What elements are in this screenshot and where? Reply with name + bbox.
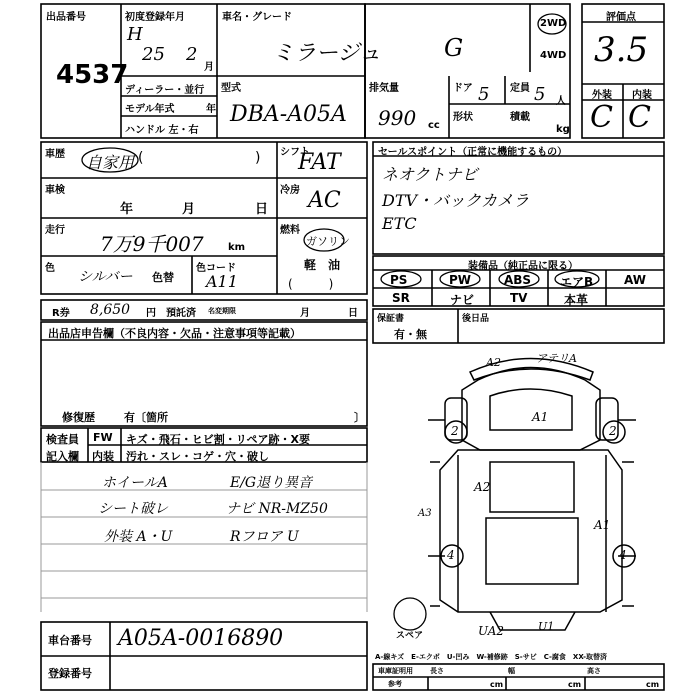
mark-door-a1: A1 [594,518,611,532]
registration-year: 25 [142,44,165,65]
equip-leather: 本革 [564,293,589,307]
transfer-label: 名変期限 [208,307,236,315]
equip-navi: ナビ [450,293,475,307]
mark-rear-ua2: UA2 [478,624,505,638]
transfer-day: 日 [348,308,358,319]
model-grade: G [444,34,464,62]
size-label: 車庫証明用 [378,667,413,675]
mark-side-a3: A3 [418,508,432,519]
dealer-label: ディーラー・並行 [125,85,205,96]
equip-aw: AW [624,273,646,287]
mark-wheel-rr: 4 [619,548,627,562]
interior-items-label: 内装 [92,450,114,463]
ref-label: 参考 [388,680,402,688]
note-5: 外装 A・U [104,529,173,545]
capacity-unit: 人 [556,96,566,107]
doors-value: 5 [478,84,490,105]
exterior-grade: C [590,100,613,135]
warranty-options: 有・無 [394,328,427,341]
width-unit: cm [568,680,582,689]
displacement-value: 990 [378,106,417,130]
mark-front-a: アテリA [536,352,577,365]
inspection-label: 車検 [45,185,65,196]
recycle-status: 預託済 [166,308,196,319]
height-unit: cm [646,680,660,689]
warranty-label: 保証書 [377,314,405,324]
length-unit: cm [490,680,504,689]
note-3: シート破レ [98,501,168,517]
note-1: ホイールA [102,475,168,491]
model-label: 車名・グレード [222,12,292,23]
repair-value: 有〔箇所 [124,411,168,424]
registration-month-unit: 月 [204,62,214,73]
color-code: A11 [206,272,238,291]
equip-ps: PS [390,273,408,287]
inspection-day: 日 [255,202,269,217]
registration-era: H [127,24,143,45]
model-year-label: モデル年式 [125,104,175,115]
lot-label: 出品番号 [46,12,86,23]
history-label: 車歴 [45,149,65,160]
exterior-label: 外装 [592,90,612,101]
sales-point-2: DTV・バックカメラ [382,191,530,210]
inspector-label: 検査員 [46,433,79,446]
after-label: 後日品 [462,314,490,324]
chassis-number: A05A-0016890 [118,626,284,651]
mark-wheel-fr: 2 [609,424,617,438]
transfer-month: 月 [300,308,310,319]
sales-point-3: ETC [382,214,417,233]
type-label: 型式 [221,83,241,94]
lot-number: 4537 [56,60,129,90]
fuel-gasoline: ガソリン [306,235,350,248]
inspection-month: 月 [182,202,196,217]
seller-notes-label: 出品店申告欄（不良内容・欠品・注意事項等記載） [48,327,301,340]
recycle-unit: 円 [146,308,156,319]
shift-label: シフト [280,147,310,158]
registration-label: 初度登録年月 [125,12,185,23]
capacity-label: 定員 [510,83,530,94]
color-change-label: 色替 [152,271,174,284]
repair-close: 〕 [354,411,365,424]
mileage-value: 7万9千007 [100,232,204,256]
mark-wheel-fl: 2 [451,424,459,438]
equip-pw: PW [449,273,472,287]
interior-label: 内装 [632,90,652,101]
fw-items: キズ・飛石・ヒビ割・リペア跡・X要 [126,433,311,446]
color-value: シルバー [78,269,133,285]
recycle-amount: 8,650 [90,302,131,318]
recycle-label: R券 [52,308,70,319]
mark-wheel-rl: 4 [447,548,455,562]
handle-label: ハンドル 左・右 [125,125,199,136]
equipment-label: 装備品（純正品に限る） [468,261,578,272]
interior-items: 汚れ・スレ・コゲ・穴・破し [126,450,269,463]
equip-sr: SR [392,291,410,305]
aircon-value: AC [308,188,341,213]
shape-label: 形状 [453,112,473,123]
fuel-label: 燃料 [280,225,300,236]
sales-point-1: ネオクトナビ [382,165,478,184]
height-label: 高さ [587,667,601,675]
displacement-unit: cc [428,120,440,131]
note-4: ナビ NR-MZ50 [226,501,328,517]
load-unit: kg [556,124,570,135]
equip-airbag: エアB [560,275,594,289]
spare-label: スペア [396,631,424,641]
fw-label: FW [93,431,113,444]
inspection-year: 年 [120,202,134,217]
chassis-label: 車台番号 [48,634,92,647]
score-label: 評価点 [606,12,636,23]
history-value: 自家用 [86,153,135,172]
fuel-diesel: 軽 油 [304,258,341,272]
equip-tv: TV [510,291,528,305]
note-6: Rフロア U [230,529,299,545]
score-value: 3.5 [594,30,649,70]
drive-2wd: 2WD [540,18,567,29]
equip-abs: ABS [504,273,532,287]
model-year-unit: 年 [206,104,216,115]
model-name: ミラージュ [272,41,382,66]
note-2: E/G退り異音 [230,475,313,491]
color-label: 色 [45,263,55,274]
mark-hood-a1: A1 [532,410,549,424]
doors-label: ドア [453,83,473,94]
length-label: 長さ [430,667,444,675]
repair-label: 修復歴 [62,411,95,424]
legend-text: A-線キズ E-エクボ U-凹み W-補修跡 S-サビ C-腐食 XX-取替済 [375,653,608,661]
history-paren-close: ) [255,150,261,166]
mark-front-a2: A2 [486,356,501,369]
registration-month: 2 [186,44,198,65]
load-label: 積載 [510,112,530,123]
reg-number-label: 登録番号 [48,667,92,680]
note-label: 記入欄 [46,450,79,463]
width-label: 幅 [508,667,515,675]
mileage-label: 走行 [45,225,65,236]
aircon-label: 冷房 [280,185,300,196]
capacity-value: 5 [534,84,546,105]
interior-grade: C [628,100,651,135]
shift-value: FAT [298,150,341,175]
mileage-unit: km [228,242,246,253]
displacement-label: 排気量 [369,83,399,94]
color-code-label: 色コード [196,263,236,274]
history-paren-open: ( [138,150,144,166]
drive-4wd: 4WD [540,50,567,61]
fuel-paren: ( ) [288,277,334,291]
sales-point-label: セールスポイント（正常に機能するもの） [378,147,568,158]
mark-rear-u1: U1 [538,620,555,633]
mark-door-a2: A2 [474,480,491,494]
type-value: DBA-A05A [230,102,347,127]
